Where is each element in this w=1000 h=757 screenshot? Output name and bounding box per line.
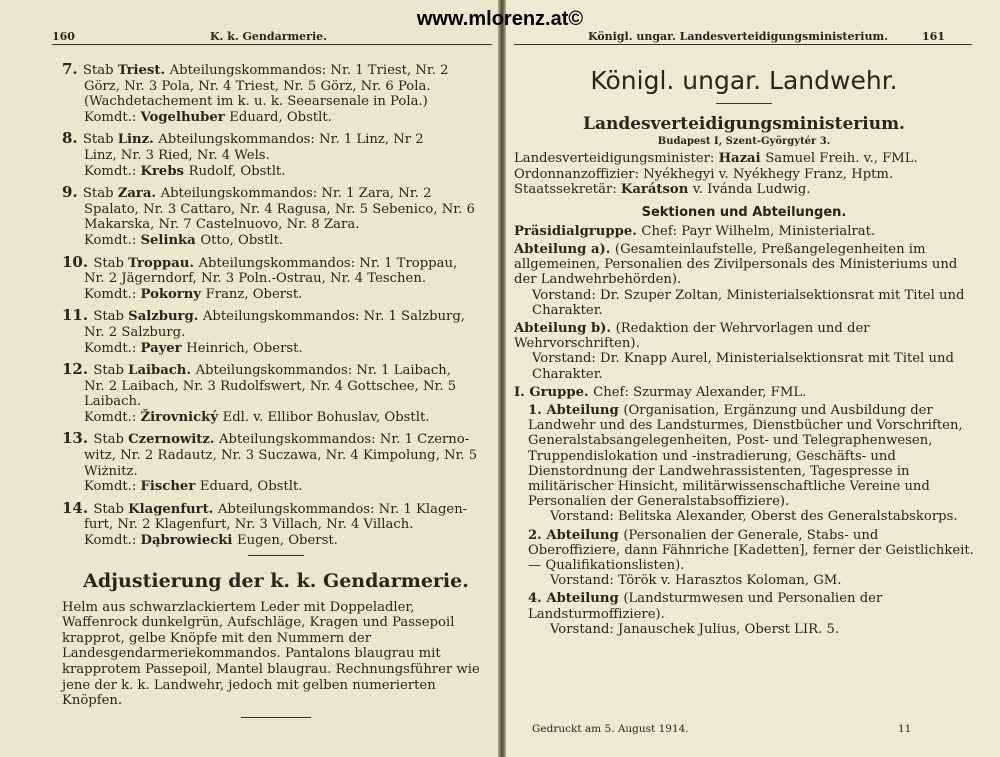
garrison-entry [62,252,490,303]
divider-bottom [241,717,311,718]
block-text: Chef: Payr Wilhelm, Ministerialrat. [641,223,876,239]
entries-list [62,62,490,549]
entry-first-line [62,185,490,202]
official-rest: v. Ivánda Ludwig. [692,182,811,198]
komdt-rest: Eduard, Obstlt. [199,479,303,495]
ministry-address: Budapest I, Szent-Györgytér 3. [657,136,831,147]
official-line [514,167,974,183]
subblock-vorstand: Vorstand: Török v. Harasztos Koloman, GM. [550,573,842,589]
entry-first-line [62,431,490,448]
entry-number: 14. [62,498,94,517]
garrison-entry [62,308,490,356]
entry-prefix: Stab [82,132,118,148]
right-content [514,40,974,640]
entry-prefix: Stab [93,501,129,517]
entry-komdt [62,233,490,249]
entry-name: Salzburg. [128,309,203,325]
entry-number: 7. [62,60,83,78]
entry-rest: furt, Nr. 2 Klagenfurt, Nr. 3 Villach, Nr. 4 Villach. [84,517,414,533]
official-rest: Nyékhegyi v. Nyékhegy Franz, Hptm. [643,166,894,182]
entry-rest: Linz, Nr. 3 Ried, Nr. 4 Wels. [84,147,270,163]
entry-rest: witz, Nr. 2 Radautz, Nr. 3 Suczawa, Nr. 4 Kimpolung, Nr. 5 Wiżnitz. [84,448,478,479]
official-name: Hazai [718,151,766,166]
entry-prefix: Stab [93,309,129,325]
right-page-number: 161 [922,30,945,43]
entry-komdt [62,341,490,357]
entry-komdt [62,164,490,180]
title-rule [716,103,772,104]
ministry-title: Landesverteidigungsministerium. [583,114,905,134]
official-rest: Samuel Freih. v., FML. [765,151,918,166]
entry-first-line [62,308,490,325]
komdt-rest: Edl. v. Ellibor Bohuslav, Obstlt. [222,409,430,425]
komdt-label: Komdt.: [84,109,141,125]
entry-rest: Spalato, Nr. 3 Cattaro, Nr. 4 Ragusa, Nr. 5 Sebenico, Nr. 6 Makarska, Nr. 7 Castelnuovo, Nr. 8 Zara. [84,201,475,233]
komdt-label: Komdt.: [84,286,141,302]
garrison-entry [62,131,490,179]
official-label: Landesverteidigungsminister: [514,151,719,166]
komdt-label: Komdt.: [84,340,141,356]
entry-komdt [62,533,490,549]
left-running-head: K. k. Gendarmerie. [210,30,327,43]
entry-line1: Abteilungskommandos: Nr. 1 Zara, Nr. 2 [160,186,432,202]
officials-list [514,151,974,198]
signature-mark: 11 [898,723,912,735]
watermark: www.mlorenz.at© [416,8,584,30]
entry-name: Czernowitz. [128,432,220,448]
subsection-block [514,591,974,637]
entry-rest: Nr. 2 Jägerndorf, Nr. 3 Poln.-Ostrau, Nr. 4 Teschen. [84,271,427,287]
print-date: Gedruckt am 5. August 1914. [532,723,689,735]
official-line [514,151,974,167]
entry-rest: Nr. 2 Salzburg. [84,324,186,340]
entry-first-line [62,252,490,272]
entry-prefix: Stab [93,432,129,448]
entry-number: 8. [62,129,83,148]
entry-prefix: Stab [93,255,129,271]
garrison-entry [62,62,490,125]
sections-heading: Sektionen und Abteilungen. [641,204,847,220]
subblock-head: 2. Abteilung [528,527,624,543]
komdt-label: Komdt.: [84,479,141,495]
garrison-entry [62,185,490,248]
block-head: Abteilung a). [514,241,615,257]
komdt-rest: Otto, Obstlt. [200,232,284,248]
block-vorstand: Vorstand: Dr. Knapp Aurel, Ministerialsektionsrat mit Titel und Charakter. [532,351,954,382]
komdt-label: Komdt.: [84,409,141,425]
entry-line1: Abteilungskommandos: Nr. 1 Salzburg, [202,309,465,325]
block-head: Abteilung b). [514,321,616,336]
komdt-rest: Eugen, Oberst. [236,533,338,549]
entry-prefix: Stab [93,363,129,379]
entry-name: Klagenfurt. [128,501,218,517]
entry-name: Triest. [117,63,170,78]
komdt-name: Žirovnický [140,409,223,425]
entry-komdt [62,287,490,303]
entry-line1: Abteilungskommandos: Nr. 1 Triest, Nr. 2 [169,63,449,78]
entry-number: 11. [62,306,94,325]
garrison-entry [62,498,490,549]
entry-komdt [62,410,490,426]
entry-name: Linz. [117,132,159,148]
entry-name: Zara. [117,186,161,202]
section-block [514,224,974,239]
komdt-rest: Franz, Oberst. [205,286,303,302]
official-line [514,182,974,198]
left-page-number: 160 [52,30,75,43]
section-block [514,321,974,382]
block-head: I. Gruppe. [514,384,594,400]
entry-prefix: Stab [82,186,118,202]
entry-line1: Abteilungskommandos: Nr. 1 Laibach, [195,363,451,379]
left-head-rule [52,44,492,45]
section-block [514,385,974,400]
entry-name: Laibach. [128,363,196,379]
komdt-name: Selinka [140,232,201,248]
entry-number: 12. [62,360,94,379]
entry-number: 9. [62,183,83,202]
entry-first-line [62,131,490,148]
subsection-block [514,528,974,589]
block-text: (Gesamteinlaufstelle, Preßangelegenheiten im allgemeinen, Personalien des Zivilpersonals des Ministeriums und der Landwehrbehörden). [514,241,958,288]
komdt-label: Komdt.: [84,533,141,549]
entry-number: 13. [62,429,94,448]
subblock-vorstand: Vorstand: Janauschek Julius, Oberst LIR. 5. [550,621,840,637]
komdt-label: Komdt.: [84,163,141,179]
book-gutter [498,0,506,757]
subblock-text: (Personalien der Generale, Stabs- und Oberoffiziere, dann Fähnriche [Kadetten], ferner der Geistlichkeit. — Qualifikationslisten). [528,527,974,574]
entry-name: Troppau. [128,255,199,271]
block-vorstand: Vorstand: Dr. Szuper Zoltan, Ministerialsektionsrat mit Titel und Charakter. [532,287,965,318]
komdt-name: Payer [140,340,187,356]
komdt-name: Vogelhuber [140,109,230,125]
entry-rest: Nr. 2 Laibach, Nr. 3 Rudolfswert, Nr. 4 Gottschee, Nr. 5 Laibach. [84,378,457,410]
entry-komdt [62,479,490,495]
page-title: Königl. ungar. Landwehr. [590,66,898,95]
right-running-head: Königl. ungar. Landesverteidigungsministerium. [588,30,888,43]
garrison-entry [62,362,490,425]
entry-line1: Abteilungskommandos: Nr. 1 Klagen- [217,501,468,517]
entry-number: 10. [62,252,94,271]
entry-line1: Abteilungskommandos: Nr. 1 Czerno- [219,432,470,448]
entry-first-line [62,362,490,379]
komdt-rest: Rudolf, Obstlt. [188,163,286,179]
subblock-head: 4. Abteilung [528,591,624,607]
komdt-rest: Eduard, Obstlt. [229,109,332,125]
komdt-name: Krebs [140,163,189,179]
subblock-head: 1. Abteilung [528,403,624,419]
entry-first-line [62,498,490,518]
komdt-name: Fischer [140,479,200,495]
section-block [514,242,974,318]
divider [248,555,304,556]
komdt-name: Dąbrowiecki [140,533,237,549]
subblocks-list [514,403,974,637]
entry-line1: Abteilungskommandos: Nr. 1 Linz, Nr 2 [158,132,424,148]
official-name: Karátson [620,182,693,198]
official-label: Staatssekretär: [514,182,621,198]
left-content [62,62,490,718]
komdt-name: Pokorny [140,286,206,302]
komdt-rest: Heinrich, Oberst. [186,340,303,356]
subsection-block [514,403,974,525]
garrison-entry [62,431,490,494]
komdt-label: Komdt.: [84,232,141,248]
blocks-list [514,224,974,400]
entry-prefix: Stab [82,63,118,78]
entry-komdt [62,110,490,126]
block-head: Präsidialgruppe. [514,223,642,239]
entry-line1: Abteilungskommandos: Nr. 1 Troppau, [198,255,458,271]
subblock-text: (Organisation, Ergänzung und Ausbildung der Landwehr und des Landsturmes, Dienstbücher und Vorschriften, Generalstabsangelegenheiten, Post- und Telegraphenwesen, Truppendislokation und -instradierung, Geschäfts- und Dienstordnung der Landwehrassistenten, Tagespresse in militärischer Hinsicht, militärwissenschaftliche Vereine und Personalien der Generalstabsoffiziere). [528,403,963,510]
official-label: Ordonnanzoffizier: [514,166,644,182]
section-title: Adjustierung der k. k. Gendarmerie. [83,569,469,592]
block-text: (Redaktion der Wehrvorlagen und der Wehrvorschriften). [514,321,870,352]
block-text: Chef: Szurmay Alexander, FML. [593,384,807,400]
subblock-vorstand: Vorstand: Belitska Alexander, Oberst des Generalstabskorps. [550,509,958,525]
section-text: Helm aus schwarzlackiertem Leder mit Doppeladler, Waffenrock dunkelgrün, Aufschläge, Kragen und Passepoil krapprot, gelbe Knöpfe mit den Nummern der Landesgendarmeriekommandos. Pantalons blaugrau mit krapprotem Passepoil, Mantel blaugrau. Rechnungsführer wie jene der k. k. Landwehr, jedoch mit gelben numerierten Knöpfen. [62,599,480,709]
entry-rest: Görz, Nr. 3 Pola, Nr. 4 Triest, Nr. 5 Görz, Nr. 6 Pola. (Wachdetachement im k. u. k. Seearsenale in Pola.) [84,78,431,110]
entry-first-line [62,62,490,79]
subblock-text: (Landsturmwesen und Personalien der Landsturmoffiziere). [528,591,883,622]
